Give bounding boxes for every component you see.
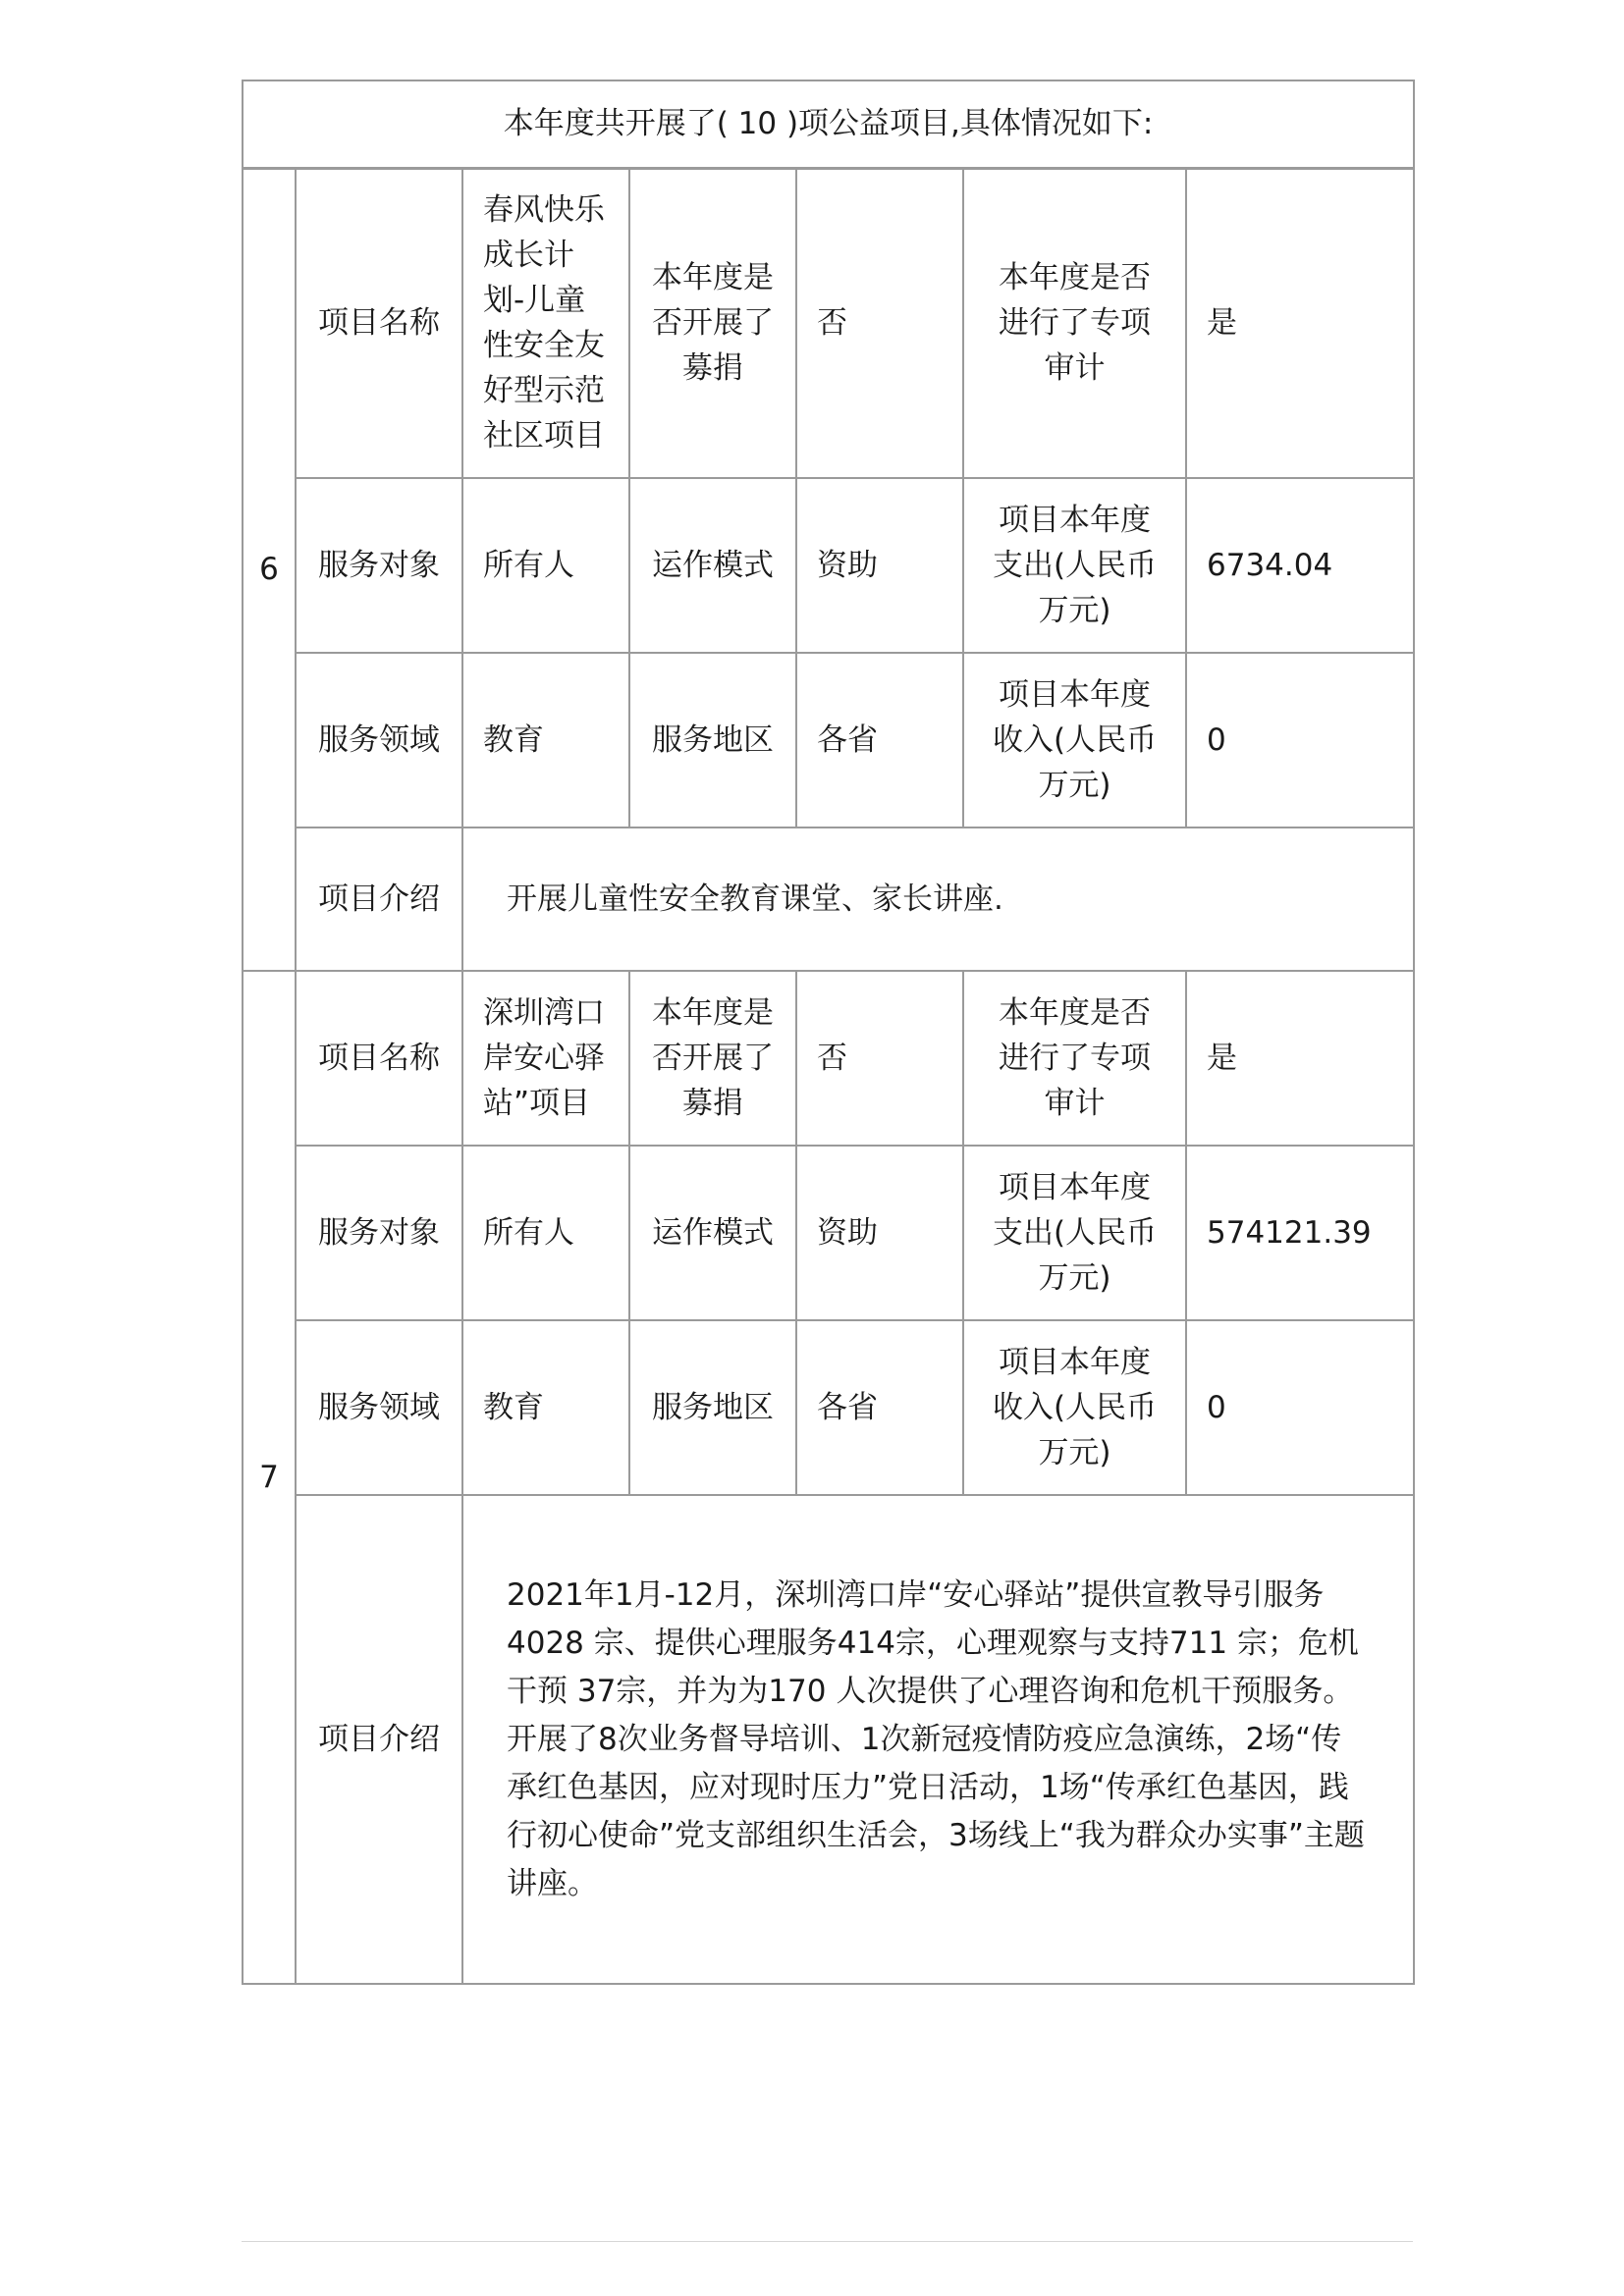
income-label-cell	[963, 653, 1186, 828]
footer-divider	[242, 2241, 1413, 2242]
label-expense: 项目本年度支出(人民币万元)	[992, 1170, 1158, 1296]
label-region: 服务地区	[629, 1320, 796, 1495]
expense-value: 6734.04	[1186, 478, 1414, 653]
table-row	[243, 1146, 1414, 1320]
project-intro: 开展儿童性安全教育课堂、家长讲座.	[462, 828, 1414, 971]
project-name-cell	[462, 971, 629, 1146]
label-audit: 本年度是否进行了专项审计	[999, 995, 1151, 1121]
label-income: 项目本年度收入(人民币万元)	[992, 677, 1158, 803]
table-row	[243, 1495, 1414, 1984]
table-row	[243, 828, 1414, 971]
project-intro: 2021年1月-12月，深圳湾口岸“安心驿站”提供宣教导引服务4028 宗、提供心理服务414宗，心理观察与支持711 宗；危机干预 37宗，并为为170 人次提供了心理咨询和危机干预服务。开展了8次业务督导培训、1次新冠疫情防疫应急演练，2场“传承红色基因，应对现时压力”党日活动，1场“传承红色基因，践行初心使命”党支部组织生活会，3场线上“我为群众办实事”主题讲座。	[462, 1495, 1414, 1984]
label-income: 项目本年度收入(人民币万元)	[992, 1345, 1158, 1470]
project-number: 7	[243, 971, 296, 1984]
region-value: 各省	[796, 653, 963, 828]
audit-question-cell	[963, 971, 1186, 1146]
table-row	[243, 168, 1414, 478]
label-intro: 项目介绍	[296, 828, 462, 971]
table-row	[243, 478, 1414, 653]
mode-value: 资助	[796, 478, 963, 653]
audit-value: 是	[1186, 168, 1414, 478]
label-mode: 运作模式	[629, 1146, 796, 1320]
label-field: 服务领域	[296, 653, 462, 828]
label-target: 服务对象	[296, 1146, 462, 1320]
expense-value: 574121.39	[1186, 1146, 1414, 1320]
label-audit: 本年度是否进行了专项审计	[999, 260, 1151, 387]
label-fundraising: 本年度是否开展了募捐	[652, 260, 774, 387]
label-mode: 运作模式	[629, 478, 796, 653]
label-target: 服务对象	[296, 478, 462, 653]
table-row	[243, 653, 1414, 828]
label-intro: 项目介绍	[296, 1495, 462, 1984]
income-value: 0	[1186, 1320, 1414, 1495]
table-header: 本年度共开展了( 10 )项公益项目,具体情况如下:	[243, 80, 1414, 168]
label-fundraising: 本年度是否开展了募捐	[652, 995, 774, 1121]
project-name-cell	[462, 168, 629, 478]
project-table	[242, 80, 1415, 1985]
table-row	[243, 971, 1414, 1146]
expense-label-cell	[963, 478, 1186, 653]
fundraising-value: 否	[796, 168, 963, 478]
fundraising-value: 否	[796, 971, 963, 1146]
fundraising-question-cell	[629, 971, 796, 1146]
income-value: 0	[1186, 653, 1414, 828]
project-number: 6	[243, 168, 296, 971]
project-name: 春风快乐成长计划-儿童性安全友好型示范社区项目	[483, 192, 605, 454]
fundraising-question-cell	[629, 168, 796, 478]
mode-value: 资助	[796, 1146, 963, 1320]
audit-question-cell	[963, 168, 1186, 478]
target-value: 所有人	[462, 478, 629, 653]
expense-label-cell	[963, 1146, 1186, 1320]
label-project-name: 项目名称	[296, 168, 462, 478]
field-value: 教育	[462, 653, 629, 828]
income-label-cell	[963, 1320, 1186, 1495]
label-expense: 项目本年度支出(人民币万元)	[992, 503, 1158, 628]
project-name: 深圳湾口岸安心驿站”项目	[483, 995, 605, 1121]
target-value: 所有人	[462, 1146, 629, 1320]
label-region: 服务地区	[629, 653, 796, 828]
label-project-name: 项目名称	[296, 971, 462, 1146]
label-field: 服务领域	[296, 1320, 462, 1495]
field-value: 教育	[462, 1320, 629, 1495]
audit-value: 是	[1186, 971, 1414, 1146]
table-row	[243, 1320, 1414, 1495]
region-value: 各省	[796, 1320, 963, 1495]
